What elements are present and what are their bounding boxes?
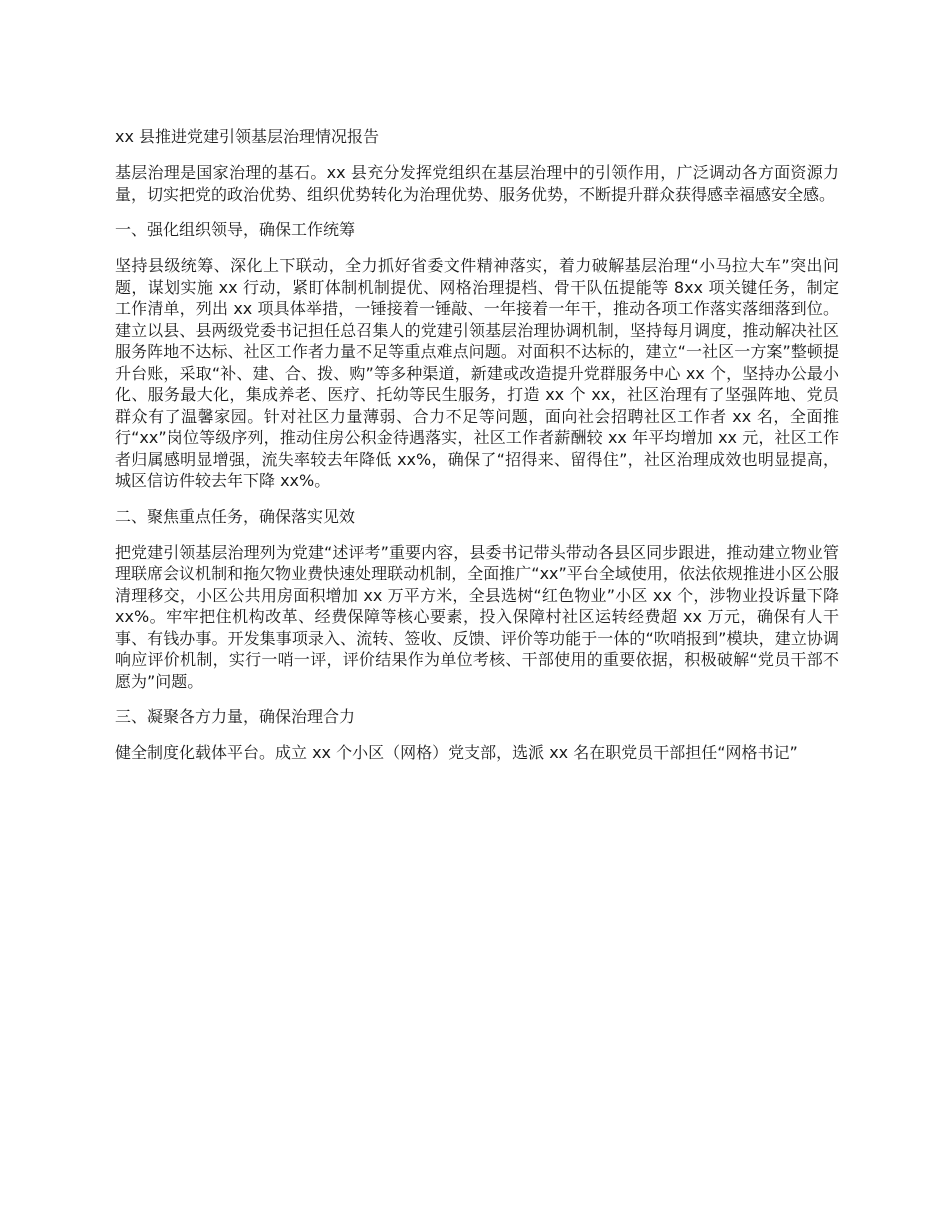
document-title: xx 县推进党建引领基层治理情况报告: [115, 127, 380, 146]
section-body-1: 坚持县级统筹、深化上下联动，全力抓好省委文件精神落实，着力破解基层治理“小马拉大车”突出问题，谋划实施 xx 行动，紧盯体制机制提优、网格治理提档、骨干队伍提能等 8xx 项关键任务，制定工作清单，列出 xx 项具体举措，一锤接着一锤敲、一年接着一年干，推动各项工作落实落细落到位。建立以县、县两级党委书记担任总召集人的党建引领基层治理协调机制，坚持每月调度，推动解决社区服务阵地不达标、社区工作者力量不足等重点难点问题。对面积不达标的，建立“一社区一方案”整顿提升台账，采取“补、建、合、拨、购”等多种渠道，新建或改造提升党群服务中心 xx 个，坚持办公最小化、服务最大化，集成养老、医疗、托幼等民生服务，打造 xx 个 xx，社区治理有了坚强阵地、党员群众有了温馨家园。针对社区力量薄弱、合力不足等问题，面向社会招聘社区工作者 xx 名，全面推行“xx”岗位等级序列，推动住房公积金待遇落实，社区工作者薪酬较 xx 年平均增加 xx 元，社区工作者归属感明显增强，流失率较去年降低 xx%，确保了“招得来、留得住”，社区治理成效也明显提高，城区信访件较去年下降 xx%。: [115, 256, 839, 490]
section-heading-1: 一、强化组织领导，确保工作统筹: [115, 220, 356, 239]
section-body-3: 健全制度化载体平台。成立 xx 个小区（网格）党支部，选派 xx 名在职党员干部担任“网格书记”: [115, 743, 798, 762]
section-body-2: 把党建引领基层治理列为党建“述评考”重要内容，县委书记带头带动各县区同步跟进，推动建立物业管理联席会议机制和拖欠物业费快速处理联动机制，全面推广“xx”平台全域使用，依法依规推进小区公服清理移交，小区公共用房面积增加 xx 万平方米，全县选树“红色物业”小区 xx 个，涉物业投诉量下降 xx%。牢牢把住机构改革、经费保障等核心要素，投入保障村社区运转经费超 xx 万元，确保有人干事、有钱办事。开发集事项录入、流转、签收、反馈、评价等功能于一体的“吹哨报到”模块，建立协调响应评价机制，实行一哨一评，评价结果作为单位考核、干部使用的重要依据，积极破解“党员干部不愿为”问题。: [115, 542, 839, 691]
section-heading-2: 二、聚焦重点任务，确保落实见效: [115, 506, 356, 526]
section-heading-3: 三、凝聚各方力量，确保治理合力: [115, 707, 356, 726]
intro-paragraph: 基层治理是国家治理的基石。xx 县充分发挥党组织在基层治理中的引领作用，广泛调动各方面资源力量，切实把党的政治优势、组织优势转化为治理优势、服务优势，不断提升群众获得感幸福感安全感。: [115, 163, 839, 204]
document-page: [115, 126, 839, 778]
